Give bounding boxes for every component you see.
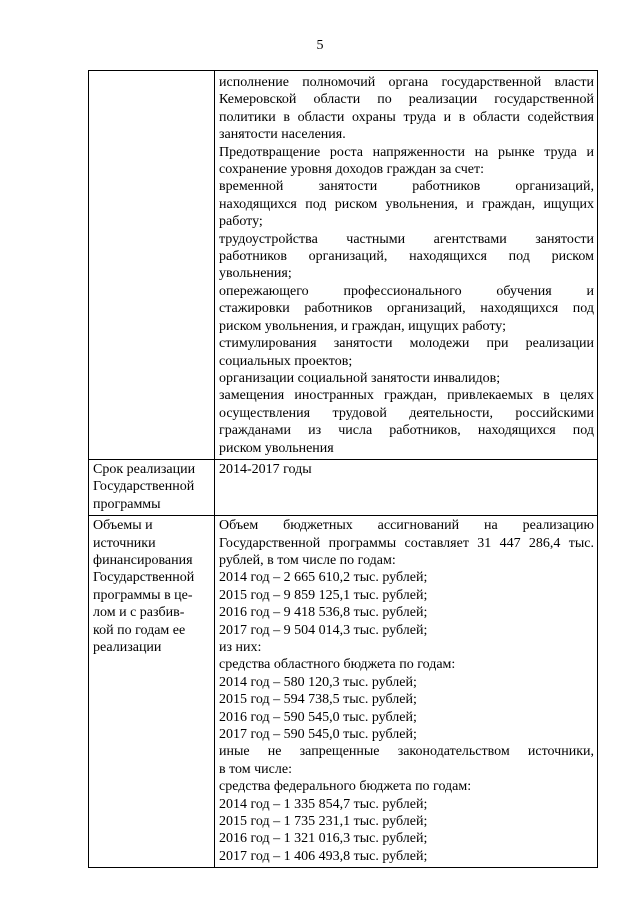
funding-text-line: 2015 год – 594 738,5 тыс. рублей; [219, 692, 417, 708]
funding-text-line: 2017 год – 9 504 014,3 тыс. рублей; [219, 622, 428, 638]
continuation-text-line: риском увольнения, и граждан, ищущих работу; [219, 318, 507, 334]
funding-text-cell [215, 516, 598, 868]
continuation-text-line: стимулирования занятости молодежи при реализации [219, 336, 594, 352]
term-label-line: Государственной [93, 479, 195, 495]
funding-text-line: 2016 год – 9 418 536,8 тыс. рублей; [219, 605, 428, 621]
funding-text-line: 2014 год – 2 665 610,2 тыс. рублей; [219, 570, 428, 586]
funding-text-line: 2017 год – 1 406 493,8 тыс. рублей; [219, 848, 428, 864]
funding-text-line: средства областного бюджета по годам: [219, 657, 456, 673]
funding-text-line: из них: [219, 640, 262, 655]
term-label-cell [89, 459, 215, 515]
continuation-text-line: работников организаций, находящихся под риском [219, 249, 594, 265]
continuation-text-cell [215, 71, 598, 460]
continuation-text-line: трудоустройства частными агентствами занятости [219, 231, 594, 247]
funding-text [219, 517, 594, 865]
funding-label-line: лом и с разбив- [93, 605, 185, 621]
funding-text-line: 2017 год – 590 545,0 тыс. рублей; [219, 727, 417, 743]
continuation-text-line: работу; [219, 214, 263, 230]
term-label-line: Срок реализации [93, 461, 196, 477]
continuation-text-line: стажировки работников организаций, находящихся под [219, 301, 594, 317]
continuation-text-line: исполнение полномочий органа государственной власти [219, 75, 594, 90]
continuation-text-line: риском увольнения [219, 440, 334, 456]
term-label-line: программы [93, 496, 161, 512]
funding-text-line: 2014 год – 580 120,3 тыс. рублей; [219, 674, 417, 690]
funding-label-cell [89, 516, 215, 868]
term-value: 2014-2017 годы [219, 461, 312, 477]
program-passport-table [88, 70, 598, 868]
table-row-funding [89, 516, 598, 868]
funding-label-line: реализации [93, 640, 162, 655]
page-number: 5 [316, 38, 324, 53]
continuation-text-line: организации социальной занятости инвалидов; [219, 370, 501, 386]
continuation-text-line: политики в области охраны труда и в области содействия [219, 109, 594, 125]
term-value-cell [215, 459, 598, 515]
funding-text-line: рублей, в том числе по годам: [219, 552, 396, 568]
table-row-continuation [89, 71, 598, 460]
funding-text-line: иные не запрещенные законодательством источники, [219, 744, 594, 760]
funding-label-line: кой по годам ее [93, 622, 186, 638]
funding-text-line: 2016 год – 590 545,0 тыс. рублей; [219, 709, 417, 725]
continuation-text-line: замещения иностранных граждан, привлекаемых в целях [219, 388, 594, 404]
continuation-text-line: Кемеровской области по реализации государственной [219, 92, 594, 108]
funding-text-line: 2015 год – 9 859 125,1 тыс. рублей; [219, 587, 428, 603]
table-row-term [89, 459, 598, 515]
funding-text-line: 2015 год – 1 735 231,1 тыс. рублей; [219, 814, 428, 830]
continuation-text-line: занятости населения. [219, 127, 346, 143]
funding-text-line: 2016 год – 1 321 016,3 тыс. рублей; [219, 831, 428, 847]
funding-text-line: Государственной программы составляет 31 447 286,4 тыс. [219, 535, 594, 551]
funding-label-line: программы в це- [93, 587, 193, 603]
funding-text-line: средства федерального бюджета по годам: [219, 779, 472, 795]
funding-text-line: 2014 год – 1 335 854,7 тыс. рублей; [219, 796, 428, 812]
funding-label-line: финансирования [93, 552, 193, 568]
funding-text-line: Объем бюджетных ассигнований на реализацию [219, 518, 594, 534]
continuation-label-cell [89, 71, 215, 460]
continuation-text-line: Предотвращение роста напряженности на рынке труда и [219, 144, 594, 160]
continuation-text-line: увольнения; [219, 266, 292, 282]
continuation-text-line: опережающего профессионального обучения и [219, 283, 594, 299]
continuation-text [219, 74, 594, 457]
funding-label-line: источники [93, 535, 156, 551]
continuation-text-line: временной занятости работников организаций, [219, 179, 594, 195]
continuation-text-line: находящихся под риском увольнения, и граждан, ищущих [219, 196, 594, 212]
continuation-text-line: сохранение уровня доходов граждан за счет: [219, 162, 484, 178]
funding-label-line: Государственной [93, 570, 195, 586]
funding-text-line: в том числе: [219, 761, 292, 777]
continuation-text-line: социальных проектов; [219, 353, 353, 369]
funding-label-line: Объемы и [93, 518, 153, 534]
continuation-text-line: гражданами из числа работников, находящихся под [219, 423, 594, 439]
continuation-text-line: осуществления трудовой деятельности, российскими [219, 405, 594, 421]
